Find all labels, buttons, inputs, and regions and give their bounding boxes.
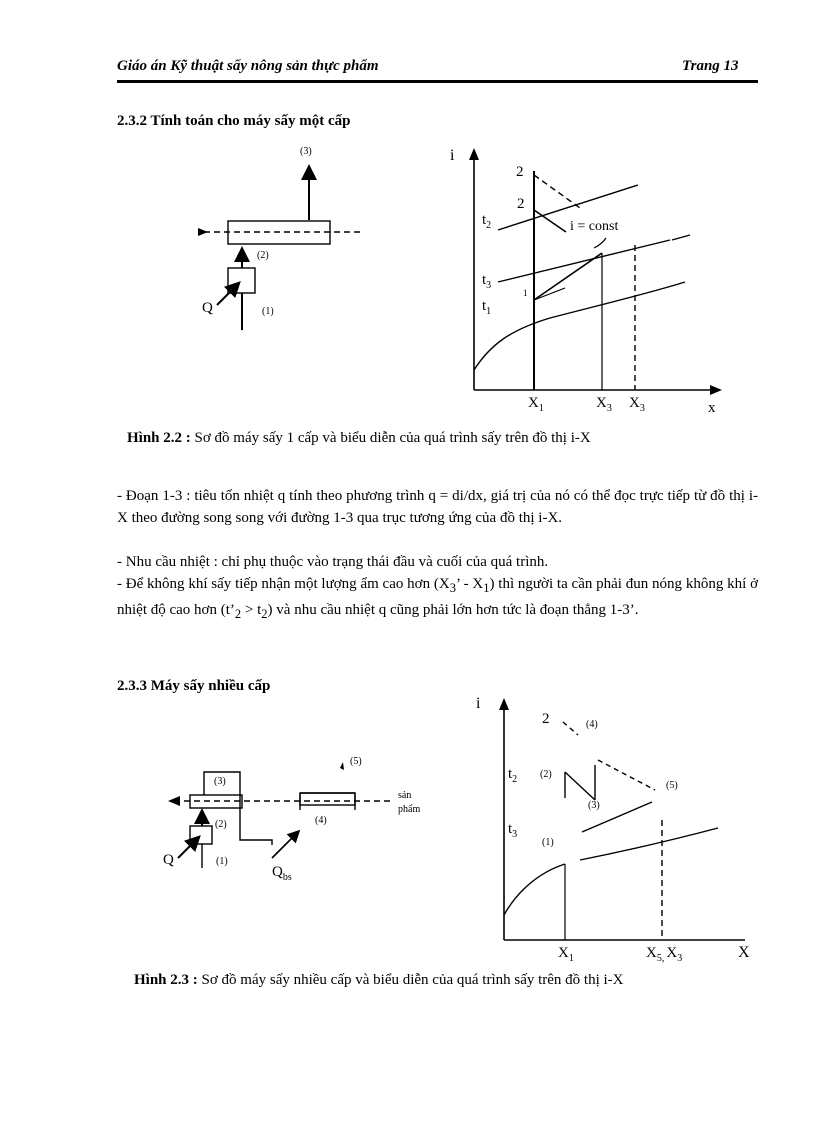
curve-part-1 bbox=[504, 864, 565, 915]
paragraph-2: - Nhu cầu nhiệt : chỉ phụ thuộc vào trạng thái đầu và cuối của quá trình. bbox=[117, 554, 549, 570]
label-3: (3) bbox=[214, 776, 226, 787]
label-3: (3) bbox=[588, 800, 600, 811]
axis-y-label: i bbox=[450, 147, 455, 164]
label-t2: $t_2$ bbox=[508, 766, 518, 785]
label-out-3: (3) bbox=[300, 146, 312, 157]
axis-x-label: X bbox=[738, 944, 750, 961]
figure-caption-2-2: Hình 2.2 : Sơ đồ máy sấy 1 cấp và biểu diễn của quá trình sấy trên đồ thị i-X bbox=[127, 430, 591, 446]
label-q: Q bbox=[202, 300, 213, 316]
label-4: (4) bbox=[586, 719, 598, 730]
process-4-5 bbox=[598, 760, 655, 790]
header-rule bbox=[117, 80, 758, 83]
label-qbs: $Q_{bs}$ bbox=[272, 864, 292, 883]
axis-y-label: i bbox=[476, 695, 481, 712]
label-5: (5) bbox=[666, 780, 678, 791]
paragraph-3: - Để không khí sấy tiếp nhận một lượng ẩm cao hơn ($X_3$’ - $X_1$) thì người ta cần phải đun nóng không khí ở nhiệt độ cao hơn $(t’_2 > t_2)$ và nhu cầu nhiệt q cũng phải lớn hơn tức là đoạn thẳng 1-3’. bbox=[117, 576, 759, 621]
point-2: 2 bbox=[517, 196, 525, 212]
paragraph-1: - Đoạn 1-3 : tiêu tốn nhiệt q tính theo phương trình q = di/dx, giá trị của nó có thể đọc trực tiếp từ đồ thị i-X theo đường song song với đường 1-3 qua trục tương ứng của đồ thị i-X. bbox=[117, 488, 758, 526]
label-1: (1) bbox=[542, 837, 554, 848]
reheat-heat-arrow bbox=[272, 832, 298, 858]
page-number: Trang 13 bbox=[682, 58, 739, 74]
tick-x1: $X_1$ bbox=[528, 395, 544, 414]
label-2: (2) bbox=[540, 769, 552, 780]
label-5: (5) bbox=[350, 756, 362, 767]
label-4: (4) bbox=[315, 815, 327, 826]
point-1: 1 bbox=[523, 288, 528, 298]
saturation-curve bbox=[474, 282, 685, 370]
section-heading-2-3-3: 2.3.3 Máy sấy nhiều cấp bbox=[117, 678, 271, 694]
label-mid-2: (2) bbox=[257, 250, 269, 261]
label-t1: $t_1$ bbox=[482, 298, 492, 317]
label-2: (2) bbox=[215, 819, 227, 830]
process-2prime bbox=[563, 722, 578, 735]
header-title: Giáo án Kỹ thuật sấy nông sản thực phẩm bbox=[117, 58, 379, 74]
tick-x3prime: $X_3$ bbox=[629, 395, 645, 414]
process-2-3 bbox=[565, 772, 595, 800]
process-1-3 bbox=[534, 253, 602, 300]
single-stage-dryer-diagram bbox=[180, 140, 380, 340]
label-i-const: i = const bbox=[570, 219, 619, 234]
curve-part-2 bbox=[580, 828, 718, 860]
section-heading-2-3-2: 2.3.2 Tính toán cho máy sấy một cấp bbox=[117, 113, 351, 129]
figure-caption-2-3: Hình 2.3 : Sơ đồ máy sấy nhiều cấp và biểu diễn của quá trình sấy trên đồ thị i-X bbox=[134, 972, 624, 988]
label-1: (1) bbox=[216, 856, 228, 867]
point-2prime: 2 bbox=[516, 164, 524, 180]
ix-diagram-single-stage bbox=[440, 140, 740, 425]
tick-x5-x3: $X_{5,}$ $X_3$ bbox=[646, 945, 683, 964]
chamber-stage-2 bbox=[300, 793, 355, 805]
ix-diagram-multi-stage bbox=[470, 690, 770, 965]
label-q: Q bbox=[163, 852, 174, 868]
axis-x-label: x bbox=[708, 400, 716, 416]
label-t3: $t_3$ bbox=[508, 821, 518, 840]
process-2prime-3prime bbox=[534, 175, 580, 208]
label-heater-1: (1) bbox=[262, 306, 274, 317]
multi-stage-dryer-diagram bbox=[160, 740, 460, 890]
label-product-1: sản bbox=[398, 790, 412, 801]
isotherm-t3 bbox=[498, 240, 670, 282]
label-t3: $t_3$ bbox=[482, 272, 492, 291]
label-t2: $t_2$ bbox=[482, 212, 492, 231]
point-2prime: 2 bbox=[542, 711, 550, 727]
tick-x3: $X_3$ bbox=[596, 395, 612, 414]
label-product-2: phẩm bbox=[398, 804, 421, 815]
tick-x1: $X_1$ bbox=[558, 945, 574, 964]
